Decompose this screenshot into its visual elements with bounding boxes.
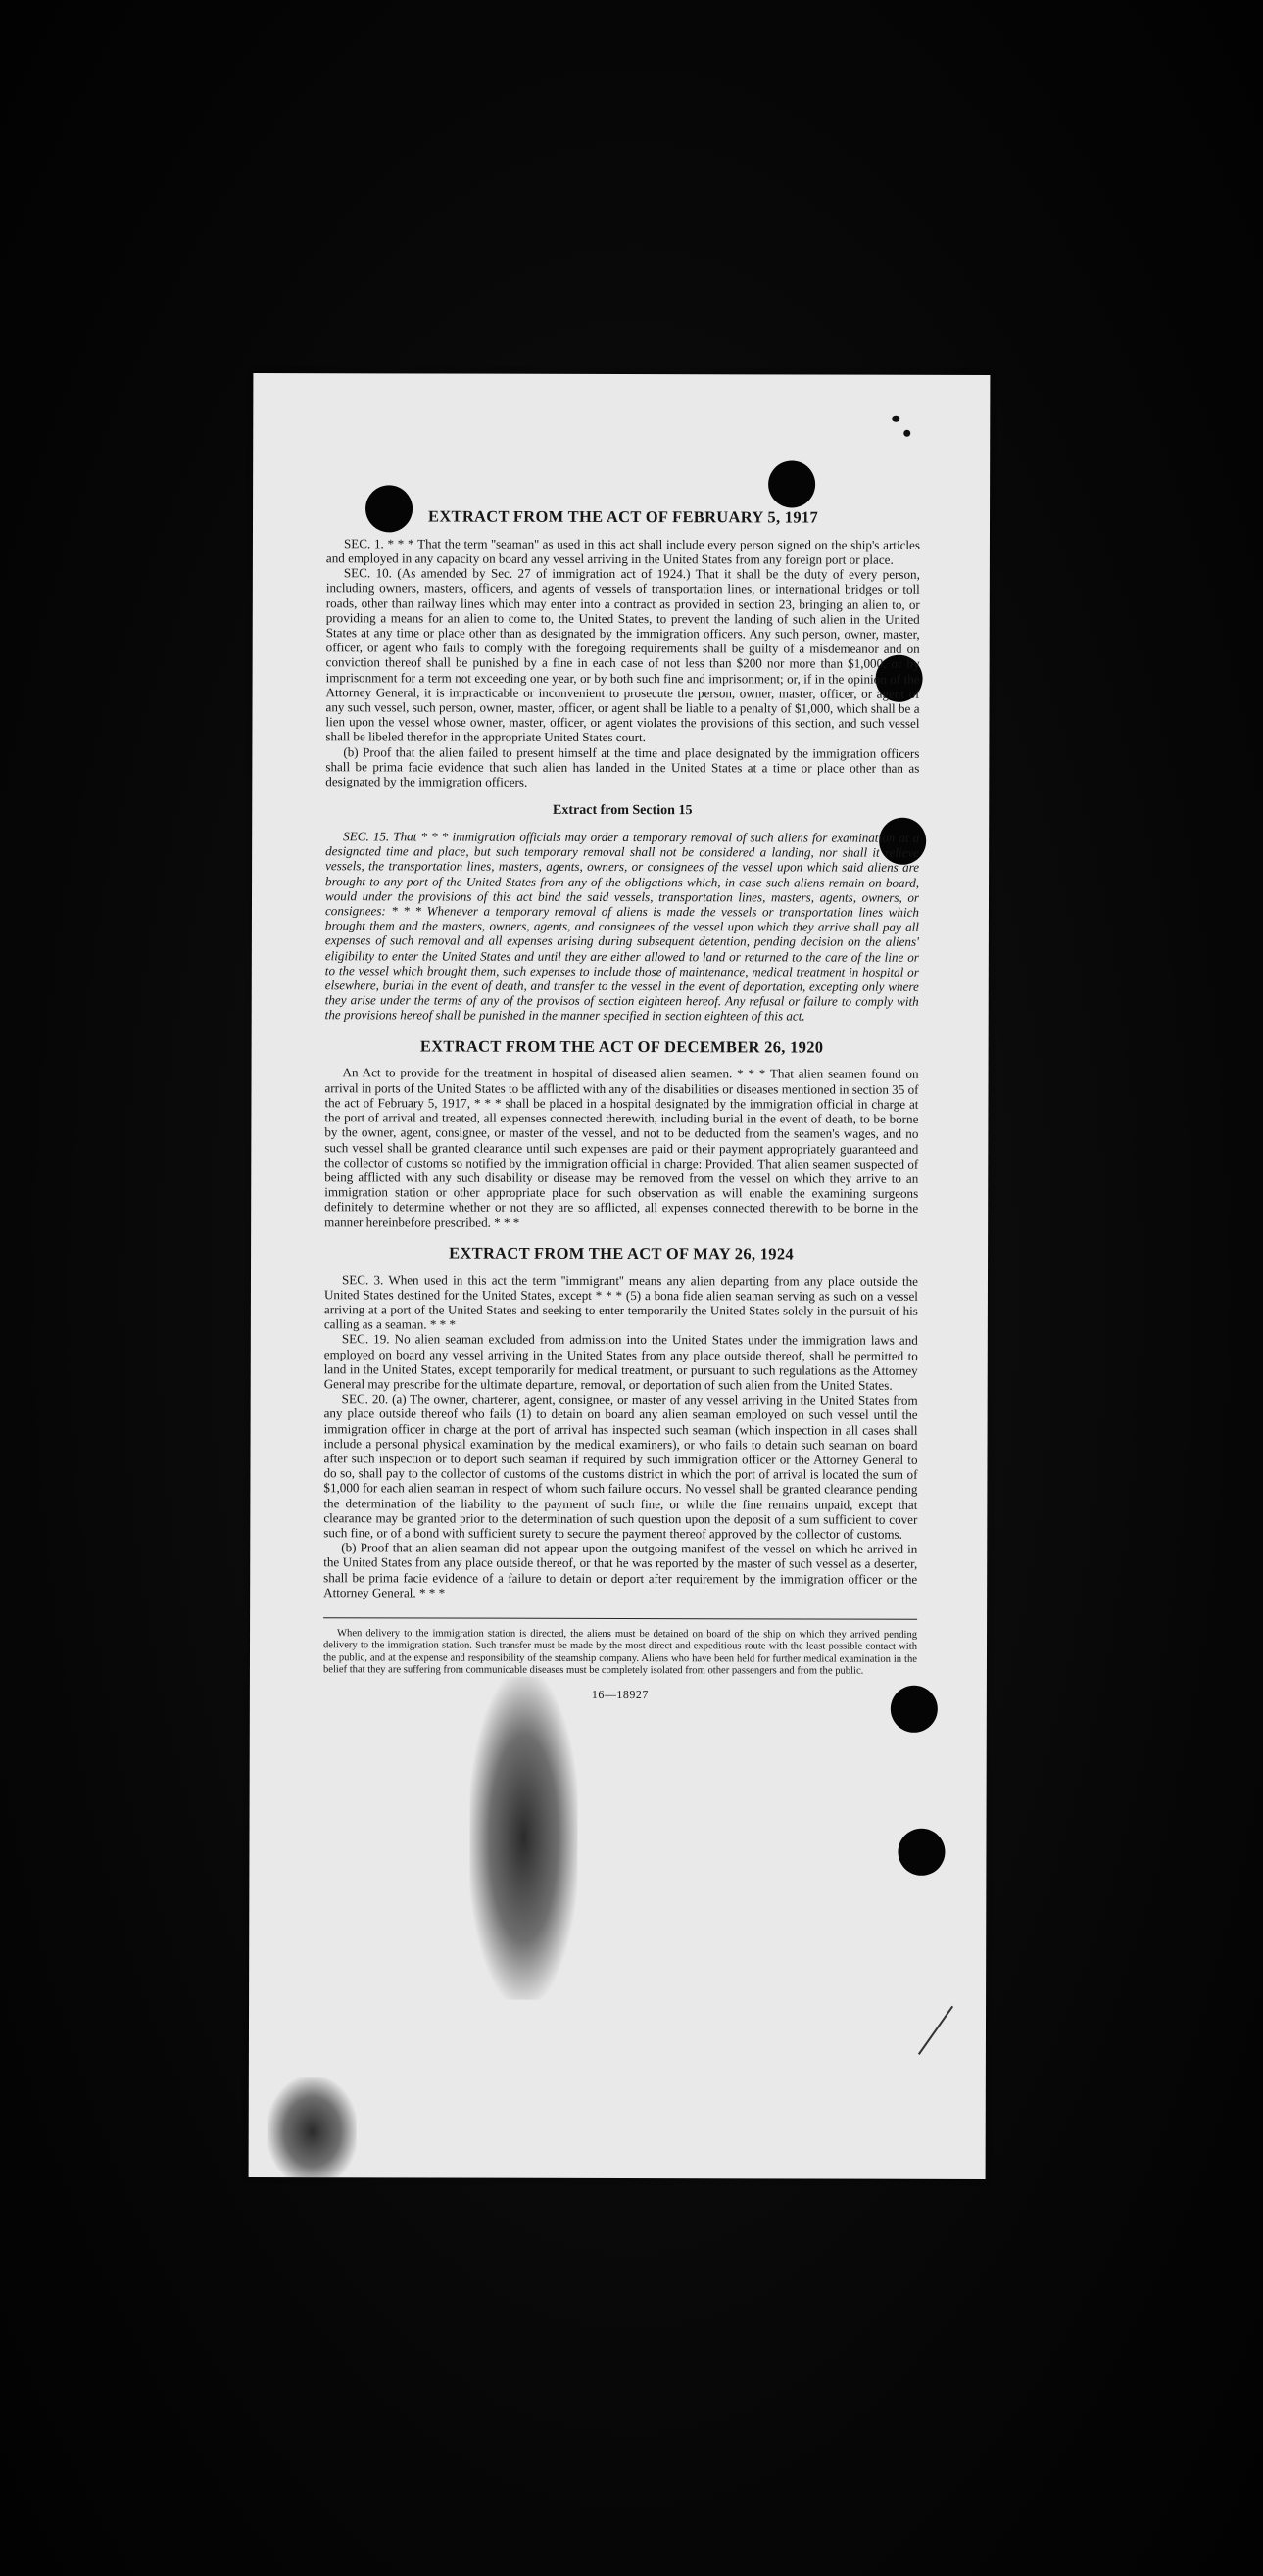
ink-stain <box>268 2077 357 2179</box>
section-15-paragraph: SEC. 15. That * * * immigration officials may order a temporary removal of such aliens for examination at a designated time and place, but such temporary removal shall not be considered a landing, nor shall it relieve vessels, the transportation lines, masters, agents, owners, or consignees of the vessel upon which said aliens are brought to any port of the United States from any of the obligations which, in case such aliens remain on board, would under the provisions of this act bind the said vessels, transportation lines, masters, agents, owners, or consignees: * * * Whenever a temporary removal of aliens is made the vessels or transportation lines which brought them and the masters, owners, agents, and consignees of the vessel upon which they arrive shall pay all expenses of such removal and all expenses arising during subsequent detention, pending decision on the aliens' eligibility to enter the United States and until they are either allowed to land or returned to the care of the line or to the vessel which brought them, such expenses to include those of maintenance, medical treatment in hospital or elsewhere, burial in the event of death, and transfer to the vessel in the event of deportation, excepting only where they arise under the terms of any of the provisos of section eighteen hereof. Any refusal or failure to comply with the provisions hereof shall be punished in the manner specified in section eighteen of this act. <box>324 829 920 1024</box>
pencil-mark <box>918 2006 953 2055</box>
ink-stain <box>469 1677 578 2000</box>
heading-act-1924: EXTRACT FROM THE ACT OF MAY 26, 1924 <box>449 1243 795 1264</box>
speck-mark <box>903 430 910 437</box>
heading-act-1920: EXTRACT FROM THE ACT OF DECEMBER 26, 1920 <box>419 1036 824 1057</box>
heading-act-1917: EXTRACT FROM THE ACT OF FEBRUARY 5, 1917 <box>428 506 819 527</box>
footnote-divider <box>323 1617 917 1620</box>
punch-hole-right-4 <box>898 1829 945 1876</box>
section-10b-paragraph: (b) Proof that the alien failed to present himself at the time and place designated by the immigration officers shall be prima facie evidence that such alien has landed in the United States at a time or place other than as designated by the immigration officers. <box>325 743 920 789</box>
section-20-paragraph: SEC. 20. (a) The owner, charterer, agent, consignee, or master of any vessel arriving in the United States from any place outside thereof who fails (1) to detain on board any alien seaman employed on such vessel until the immigration officer in charge at the port of arrival has inspected such seaman (which inspection in all cases shall include a personal physical examination by the medical examiners), or who fails to detain such seaman on board after such inspection or to deport such seaman if required by such immigration officer or the Attorney General to do so, shall pay to the collector of customs of the customs district in which the port of arrival is located the sum of $1,000 for each alien seaman in respect of whom such failure occurs. No vessel shall be granted clearance pending the determination of the liability to the payment of such fine, or while the fine remains unpaid, except that clearance may be granted prior to the determination of such question upon the deposit of a sum sufficient to cover such fine, or of a bond with sufficient surety to secure the payment thereof approved by the collector of customs. <box>323 1391 918 1542</box>
punch-hole-top-right <box>768 460 815 507</box>
section-19-paragraph: SEC. 19. No alien seaman excluded from admission into the United States under the immigration laws and employed on board any vessel arriving in the United States from any place outside thereof, shall be permitted to land in the United States, except temporarily for medical treatment, or pursuant to such regulations as the Attorney General may prescribe for the ultimate departure, removal, or deportation of such alien from the United States. <box>323 1331 918 1393</box>
form-number: 16—18927 <box>591 1687 649 1701</box>
section-3-paragraph: SEC. 3. When used in this act the term ''immigrant'' means any alien departing from any place outside the United States destined for the United States, except * * * (5) a bona fide alien seaman serving as such on a vessel arriving at a port of the United States and seeking to enter temporarily the United States solely in the pursuit of his calling as a seaman. * * * <box>323 1271 919 1332</box>
heading-section-15: Extract from Section 15 <box>553 803 693 819</box>
footnote-paragraph: When delivery to the immigration station is directed, the aliens must be detained on board of the ship on which they arrived pending delivery to the immigration station. Such transfer must be made by the most direct and expeditious route with the least possible contact with the public, and at the expense and responsibility of the steamship company. Aliens who have been held for further medical examination in the belief that they are suffering from communicable diseases must be completely isolated from other passengers and from the public. <box>322 1628 918 1677</box>
section-20b-paragraph: (b) Proof that an alien seaman did not appear upon the outgoing manifest of the vessel on which he arrived in the United States from any place outside thereof, or that he was reported by the master of such vessel as a deserter, shall be prima facie evidence of a failure to detain or deport after requirement by the immigration officer or the Attorney General. * * * <box>323 1540 918 1600</box>
speck-mark <box>892 416 899 422</box>
document-page <box>249 373 991 2179</box>
section-1-paragraph: SEC. 1. * * * That the term ''seaman'' as used in this act shall include every person signed on the ship's articles and employed in any capacity on board any vessel arriving in the United States from any foreign port or place. <box>325 536 920 567</box>
act-1920-paragraph: An Act to provide for the treatment in hospital of diseased alien seamen. * * * That alien seamen found on arrival in ports of the United States to be afflicted with any of the disabilities or diseases mentioned in section 35 of the act of February 5, 1917, * * * shall be placed in a hospital designated by the immigration official in charge at the port of arrival and treated, all expenses connected therewith, including burial in the event of death, to be borne by the owner, agent, consignee, or master of the vessel, and not to be deducted from the seamen's wages, and no such vessel shall be granted clearance until such expenses are paid or their payment appropriately guaranteed and the collector of customs so notified by the immigration official in charge: Provided, That alien seamen suspected of being afflicted with any such disability or disease may be removed from the vessel on which they arrive to an immigration station or other appropriate place for such observation as will enable the examining surgeons definitely to determine whether or not they are so afflicted, all expenses connected therewith to be borne in the manner hereinbefore prescribed. * * * <box>324 1065 919 1230</box>
section-10-paragraph: SEC. 10. (As amended by Sec. 27 of immigration act of 1924.) That it shall be the duty of every person, including owners, masters, officers, and agents of vessels of transportation lines, or international bridges or toll roads, other than railway lines which may enter into a contract as provided in section 23, bringing an alien to, or providing a means for an alien to come to, the United States, to prevent the landing of such alien in the United States at any time or place other than as designated by the immigration officers. Any such person, owner, master, officer, or agent who fails to comply with the foregoing requirements shall be guilty of a misdemeanor and on conviction thereof shall be punished by a fine in each case of not less than $200 nor more than $1,000, or by imprisonment for a term not exceeding one year, or by both such fine and imprisonment; or, if in the opinion of the Attorney General, it is impracticable or inconvenient to prosecute the person, owner, master, officer, or agent of any such vessel, such person, owner, master, officer, or agent shall be liable to a penalty of $1,000, which shall be a lien upon the vessel whose owner, master, officer, or agent violates the provisions of this section, and such vessel shall be libeled therefor in the appropriate United States court. <box>325 565 920 745</box>
document-body <box>323 506 920 1702</box>
